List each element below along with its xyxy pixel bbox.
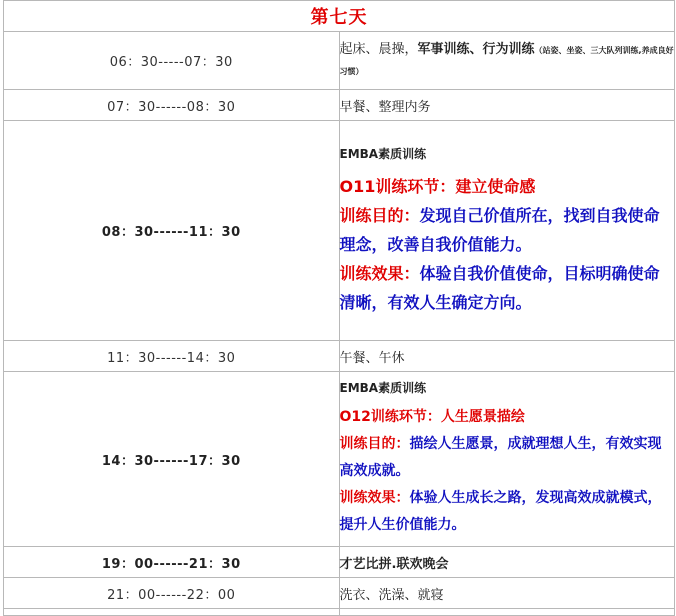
day-title: 第七天 [310, 7, 368, 28]
schedule-row [4, 32, 675, 90]
time-cell: 07：30------08：30 [4, 90, 340, 121]
session-title: O12训练环节：人生愿景描绘 [339, 409, 525, 425]
schedule-row [4, 121, 675, 341]
table-bottom-edge [4, 609, 675, 616]
effect-text: 体验人生成长之路，发现高效成就模式，提升人生价值能力。 [339, 490, 662, 533]
session-title: O11训练环节：建立使命感 [339, 176, 536, 196]
activity-plain: 起床、晨操， [339, 41, 418, 57]
day-schedule-table [3, 0, 675, 616]
goal-text: 描绘人生愿景，成就理想人生，有效实现高效成就。 [339, 436, 662, 479]
training-effect [340, 485, 675, 539]
activity-note: （站姿、坐姿、三大队列训练,养成良好习惯） [339, 45, 674, 76]
activity-cell [339, 121, 675, 341]
effect-text: 体验自我价值使命，目标明确使命清晰，有效人生确定方向。 [339, 263, 660, 312]
schedule-row [4, 547, 675, 578]
activity-cell: 才艺比拼.联欢晚会 [339, 547, 675, 578]
training-goal [340, 431, 675, 485]
schedule-row [4, 341, 675, 372]
module-label: EMBA素质训练 [339, 381, 427, 395]
effect-label: 训练效果： [339, 490, 410, 506]
time-cell: 11：30------14：30 [4, 341, 340, 372]
training-effect [340, 259, 675, 317]
title-cell [4, 1, 675, 32]
edge-cell [339, 609, 675, 616]
schedule-row [4, 372, 675, 547]
activity-text [340, 40, 675, 82]
edge-cell [4, 609, 340, 616]
time-cell: 08：30------11：30 [4, 121, 340, 341]
time-cell: 06：30-----07：30 [4, 32, 340, 90]
module-label: EMBA素质训练 [339, 146, 427, 161]
title-row [4, 1, 675, 32]
activity-bold: 军事训练、行为训练 [417, 41, 535, 57]
activity-cell: 洗衣、洗澡、就寝 [339, 578, 675, 609]
goal-label: 训练目的： [339, 205, 420, 225]
goal-text: 发现自己价值所在，找到自我使命理念，改善自我价值能力。 [339, 205, 660, 254]
schedule-row [4, 90, 675, 121]
schedule-row [4, 578, 675, 609]
activity-cell [339, 372, 675, 547]
time-cell: 19：00------21：30 [4, 547, 340, 578]
training-goal [340, 201, 675, 259]
goal-label: 训练目的： [339, 436, 410, 452]
activity-cell [339, 32, 675, 90]
time-cell: 21：00------22：00 [4, 578, 340, 609]
time-cell: 14：30------17：30 [4, 372, 340, 547]
activity-cell: 午餐、午休 [339, 341, 675, 372]
activity-cell: 早餐、整理内务 [339, 90, 675, 121]
effect-label: 训练效果： [339, 263, 420, 283]
